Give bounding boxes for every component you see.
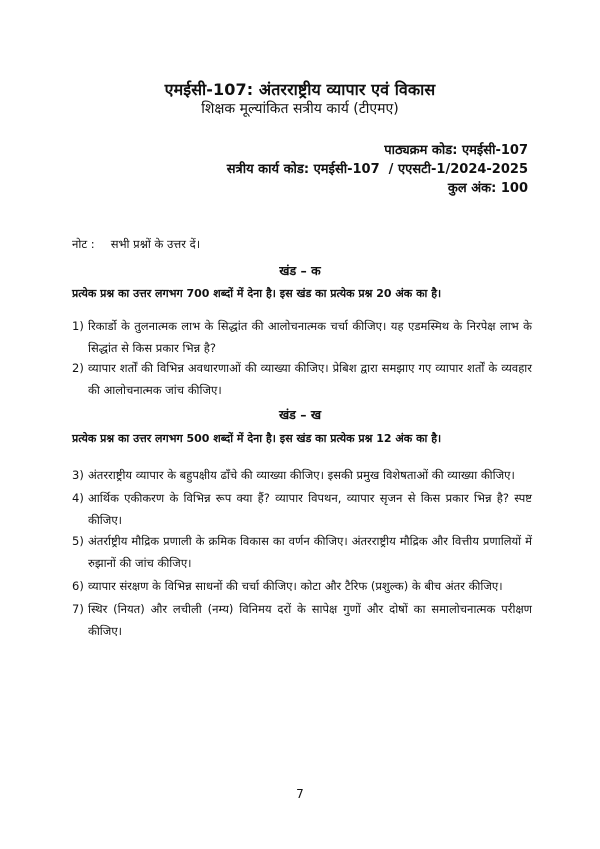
section-a-instruction: प्रत्येक प्रश्न का उत्तर लगभग 700 शब्दों में देना है। इस खंड का प्रत्येक प्रश्न 20 अंक का है। xyxy=(72,287,442,300)
document-title: एमईसी-107: अंतरराष्ट्रीय व्यापार एवं विकास xyxy=(164,80,436,99)
question-text: रिकार्डो के तुलनात्मक लाभ के सिद्धांत की आलोचनात्मक चर्चा कीजिए। यह एडमस्मिथ के निरपेक्ष लाभ के सिद्धांत से किस प्रकार भिन्न है? xyxy=(88,319,532,355)
question-number: 1) xyxy=(72,319,84,333)
note-text: सभी प्रश्नों के उत्तर दें। xyxy=(110,237,201,251)
question-text: अंतर्राष्ट्रीय मौद्रिक प्रणाली के क्रमिक विकास का वर्णन कीजिए। अंतरराष्ट्रीय मौद्रिक और वित्तीय प्रणालियों में रुझानों की जांच कीजिए। xyxy=(88,534,532,570)
question-number: 5) xyxy=(72,534,84,548)
question-number: 6) xyxy=(72,579,84,593)
section-b-title: खंड – ख xyxy=(278,407,322,422)
question-number: 2) xyxy=(72,361,84,375)
question-text: आर्थिक एकीकरण के विभिन्न रूप क्या हैं? व्यापार विपथन, व्यापार सृजन से किस प्रकार भिन्न है? स्पष्ट कीजिए। xyxy=(88,491,532,527)
document-subtitle: शिक्षक मूल्यांकित सत्रीय कार्य (टीएमए) xyxy=(201,101,399,117)
question-4 xyxy=(72,487,532,531)
question-2 xyxy=(72,357,532,401)
max-marks: कुल अंक: 100 xyxy=(447,181,528,196)
section-a-title: खंड – क xyxy=(279,263,321,278)
page-number: 7 xyxy=(296,787,304,801)
question-5 xyxy=(72,530,532,574)
question-3 xyxy=(72,464,532,486)
question-7 xyxy=(72,598,532,642)
question-6 xyxy=(72,575,532,597)
section-b-instruction: प्रत्येक प्रश्न का उत्तर लगभग 500 शब्दों में देना है। इस खंड का प्रत्येक प्रश्न 12 अंक का है। xyxy=(72,432,442,445)
note xyxy=(72,237,200,252)
question-number: 7) xyxy=(72,602,84,616)
assignment-code: सत्रीय कार्य कोड: एमईसी-107 / एएसटी-1/2024-2025 xyxy=(226,162,528,177)
question-number: 3) xyxy=(72,468,84,482)
question-text: व्यापार संरक्षण के विभिन्न साधनों की चर्चा कीजिए। कोटा और टैरिफ (प्रशुल्क) के बीच अंतर कीजिए। xyxy=(88,579,503,593)
question-text: स्थिर (नियत) और लचीली (नम्य) विनिमय दरों के सापेक्ष गुणों और दोषों का समालोचनात्मक परीक्षण कीजिए। xyxy=(88,602,532,638)
course-code: पाठ्यक्रम कोड: एमईसी-107 xyxy=(384,143,528,158)
question-number: 4) xyxy=(72,491,84,505)
question-text: अंतरराष्ट्रीय व्यापार के बहुपक्षीय ढाँचे की व्याख्या कीजिए। इसकी प्रमुख विशेषताओं की व्याख्या कीजिए। xyxy=(88,468,515,482)
note-label: नोट : xyxy=(72,237,95,251)
question-text: व्यापार शर्तों की विभिन्न अवधारणाओं की व्याख्या कीजिए। प्रेबिश द्वारा समझाए गए व्यापार शर्तों के व्यवहार की आलोचनात्मक जांच कीजिए। xyxy=(88,361,532,397)
question-1 xyxy=(72,315,532,359)
